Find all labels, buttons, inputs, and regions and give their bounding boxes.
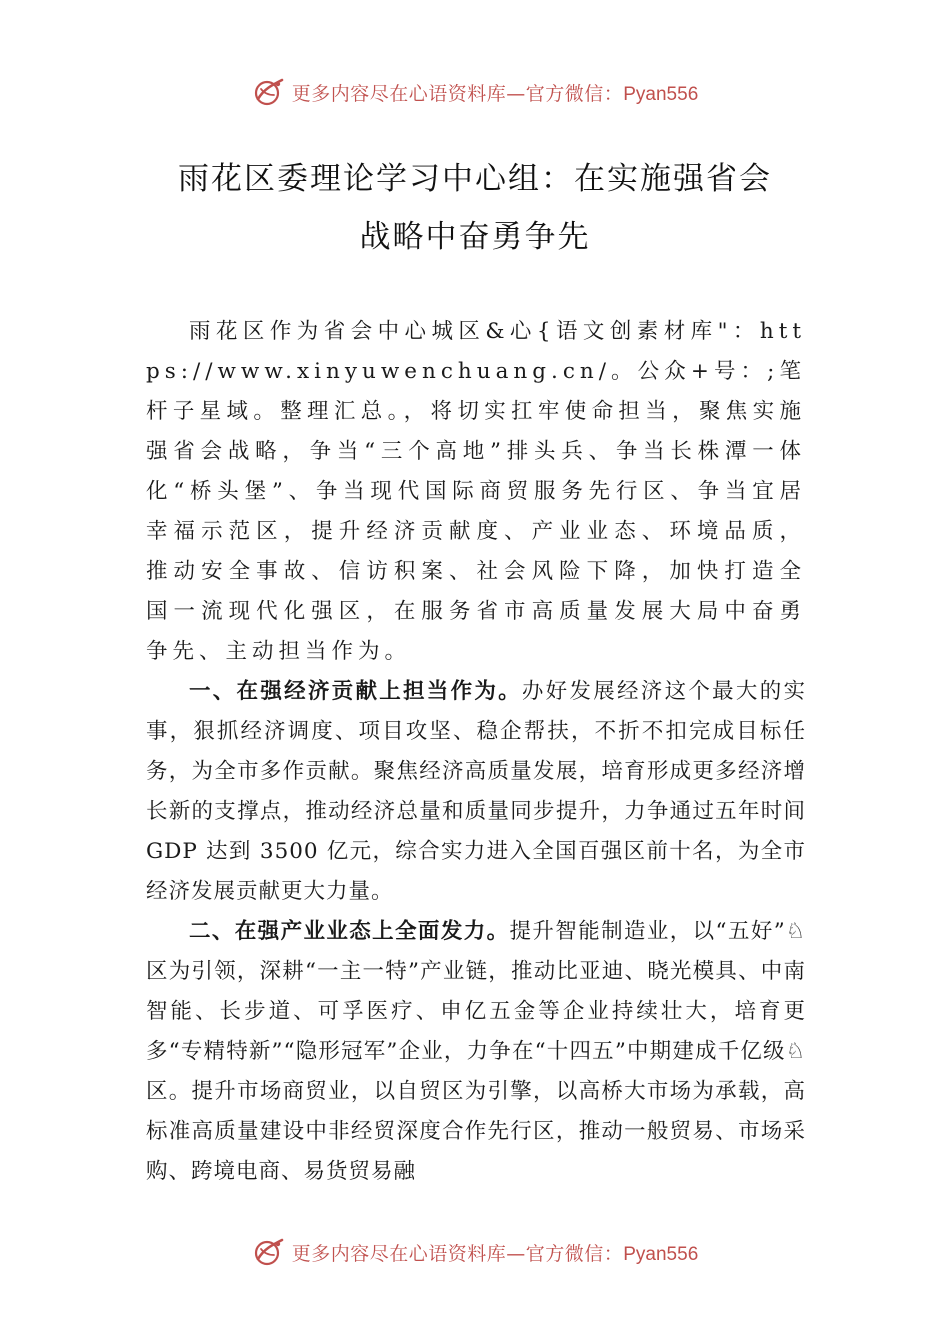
title-line-2: 战略中奋勇争先 (359, 219, 591, 255)
wechat-id: Pyan556 (623, 83, 699, 105)
title-line-1: 雨花区委理论学习中心组：在实施强省会 (178, 161, 772, 197)
paragraph-intro (146, 312, 806, 672)
ink-flower-logo-icon (252, 1235, 286, 1269)
paragraph-text: 办好发展经济这个最大的实事，狠抓经济调度、项目攻坚、稳企帮扶，不折不扣完成目标任务，为全市多作贡献。聚焦经济高质量发展，培育形成更多经济增长新的支撑点，推动经济总量和质量同步提升，力争通过五年时间 GDP 达到 3500 亿元，综合实力进入全国百强区前十名，为全市经济发展贡献更大力量。 (146, 679, 806, 904)
ink-flower-logo-icon (252, 75, 286, 109)
section-heading: 一、在强经济贡献上担当作为。 (189, 679, 522, 704)
header-banner (0, 72, 950, 112)
document-body (146, 312, 806, 1192)
footer-banner-text: 更多内容尽在心语资料库—官方微信：Pyan556 (291, 1242, 699, 1265)
paragraph-text: 提升智能制造业，以“五好”♘区为引领，深耕“一主一特”产业链，推动比亚迪、晓光模具、中南智能、长步道、可孚医疗、申亿五金等企业持续壮大，培育更多“专精特新”“隐形冠军”企业，力争在“十四五”中期建成千亿级♘区。提升市场商贸业，以自贸区为引擎，以高桥大市场为承载，高标准高质量建设中非经贸深度合作先行区，推动一般贸易、市场采购、跨境电商、易货贸易融 (146, 919, 806, 1184)
paragraph-text: 雨花区作为省会中心城区&心{语文创素材库"：https://www.xinyuwenchuang.cn/。公众+号：;笔杆子星域。整理汇总。，将切实扛牢使命担当，聚焦实施强省会战略，争当“三个高地”排头兵、争当长株潭一体化“桥头堡”、争当现代国际商贸服务先行区、争当宜居幸福示范区，提升经济贡献度、产业业态、环境品质，推动安全事故、信访积案、社会风险下降，加快打造全国一流现代化强区，在服务省市高质量发展大局中奋勇争先、主动担当作为。 (146, 319, 806, 664)
section-heading: 二、在强产业业态上全面发力。 (189, 919, 510, 944)
paragraph-section-1 (146, 672, 806, 912)
paragraph-section-2 (146, 912, 806, 1192)
header-banner-text: 更多内容尽在心语资料库—官方微信：Pyan556 (291, 82, 699, 105)
document-title (120, 150, 830, 266)
footer-banner (0, 1232, 950, 1272)
wechat-id: Pyan556 (623, 1243, 699, 1265)
